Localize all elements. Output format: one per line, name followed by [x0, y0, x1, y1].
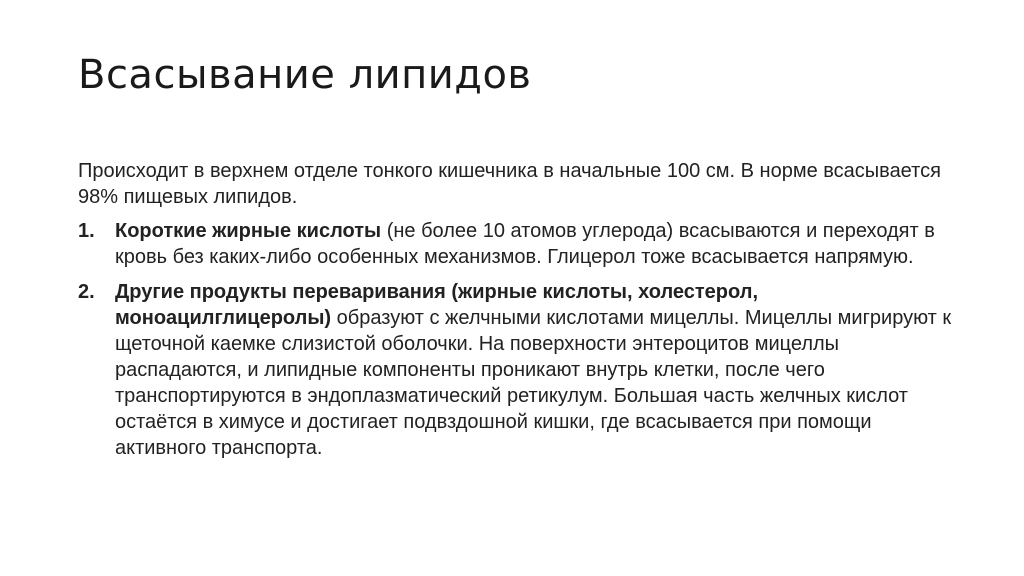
intro-paragraph: Происходит в верхнем отделе тонкого кишечника в начальные 100 см. В норме всасывается 98% пищевых липидов.	[78, 160, 941, 208]
list-item-number: 2.	[78, 281, 95, 303]
list-item-text: образуют с желчными кислотами мицеллы. Мицеллы мигрируют к щеточной каемке слизистой оболочки. На поверхности энтероцитов мицеллы распадаются, и липидные компоненты проникают внутрь клетки, после чего транспортируются в эндоплазматический ретикулум. Большая часть желчных кислот остаётся в химусе и достигает подвздошной кишки, где всасывается при помощи активного транспорта.	[115, 307, 952, 459]
slide-body	[78, 158, 958, 470]
list-item-number: 1.	[78, 220, 95, 242]
list-item	[78, 218, 958, 270]
list-item-bold-text: Короткие жирные кислоты	[115, 220, 382, 242]
list-item-bold-text: Другие продукты переваривания (жирные кислоты, холестерол, моноацилглицеролы)	[115, 281, 758, 329]
numbered-list	[78, 218, 958, 461]
slide-title: Всасывание липидов	[78, 52, 532, 98]
list-item-text: (не более 10 атомов углерода) всасываются и переходят в кровь без каких-либо особенных механизмов. Глицерол тоже всасывается напрямую.	[115, 220, 935, 268]
list-item	[78, 279, 958, 461]
